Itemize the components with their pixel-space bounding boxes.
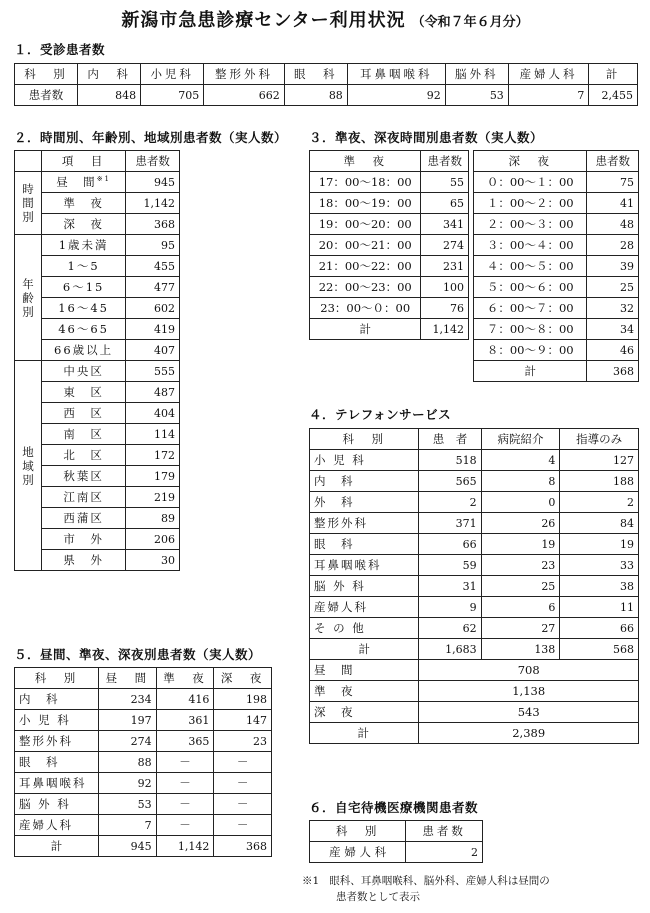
column-header: 患者数 xyxy=(406,821,483,842)
row-label: 小 児 科 xyxy=(15,710,99,731)
table-row xyxy=(15,731,272,752)
row-label: 19：00～20：00 xyxy=(310,214,421,235)
table-cell: 27 xyxy=(481,618,560,639)
row-label-text: 中央区 xyxy=(63,364,104,378)
table-cell: 2,455 xyxy=(589,85,638,106)
row-label xyxy=(42,445,126,466)
table-cell: 477 xyxy=(126,277,180,298)
table-row xyxy=(474,256,639,277)
row-label: 整形外科 xyxy=(310,513,419,534)
telephone-service-table xyxy=(309,428,639,744)
row-label: 18：00～19：00 xyxy=(310,193,421,214)
table-cell: 26 xyxy=(481,513,560,534)
row-label: １：00～２：00 xyxy=(474,193,587,214)
row-label xyxy=(42,319,126,340)
table-cell: 0 xyxy=(481,492,560,513)
shinya-table xyxy=(473,150,639,382)
section3-heading: ３．準夜、深夜時間別患者数（実人数） xyxy=(309,130,544,145)
table-row xyxy=(310,639,639,660)
table-row xyxy=(310,723,639,744)
column-header: 患者数 xyxy=(126,151,180,172)
table-cell: 25 xyxy=(481,576,560,597)
row-label: 眼 科 xyxy=(310,534,419,555)
table-cell: 543 xyxy=(419,702,639,723)
row-label: 計 xyxy=(310,723,419,744)
total-label: 計 xyxy=(310,319,421,340)
column-header: 患 者 xyxy=(419,429,481,450)
table-cell: 62 xyxy=(419,618,481,639)
table-cell: － xyxy=(156,815,214,836)
table-cell: 9 xyxy=(419,597,481,618)
table-row xyxy=(310,277,469,298)
total-cell: 568 xyxy=(560,639,639,660)
table-row xyxy=(310,618,639,639)
footnote-mark: ※1 xyxy=(96,175,112,184)
table-row xyxy=(474,340,639,361)
column-header: 病院紹介 xyxy=(481,429,560,450)
row-label: 深 夜 xyxy=(310,702,419,723)
table-cell: 518 xyxy=(419,450,481,471)
table-cell: 8 xyxy=(481,471,560,492)
table-cell: 7 xyxy=(99,815,157,836)
table-cell: 53 xyxy=(99,794,157,815)
table-cell: 95 xyxy=(126,235,180,256)
table-cell: 1,142 xyxy=(126,193,180,214)
row-label xyxy=(42,550,126,571)
table-cell: 7 xyxy=(508,85,589,106)
row-label: 耳鼻咽喉科 xyxy=(310,555,419,576)
table-cell: 30 xyxy=(126,550,180,571)
row-label-text: 秋葉区 xyxy=(63,469,104,483)
table-cell: 274 xyxy=(99,731,157,752)
row-label xyxy=(42,193,126,214)
table-row xyxy=(15,773,272,794)
row-label-text: 西蒲区 xyxy=(63,511,104,525)
table-cell: 197 xyxy=(99,710,157,731)
table-cell: 46 xyxy=(587,340,639,361)
table-cell: 231 xyxy=(421,256,469,277)
column-header: 深 夜 xyxy=(474,151,587,172)
table-row xyxy=(310,172,469,193)
row-label: ３：00～４：00 xyxy=(474,235,587,256)
table-cell: 407 xyxy=(126,340,180,361)
row-label: 内 科 xyxy=(15,689,99,710)
section5-heading: ５．昼間、準夜、深夜別患者数（実人数） xyxy=(14,647,262,662)
row-label: 眼 科 xyxy=(15,752,99,773)
table-cell: 4 xyxy=(481,450,560,471)
table-row xyxy=(15,172,180,193)
table-row xyxy=(474,235,639,256)
table-row xyxy=(310,821,483,842)
row-label: 整形外科 xyxy=(15,731,99,752)
table-cell: 219 xyxy=(126,487,180,508)
footnote-mark: ※1 xyxy=(302,875,320,887)
row-label xyxy=(42,466,126,487)
table-cell: 2 xyxy=(560,492,639,513)
table-cell: 341 xyxy=(421,214,469,235)
row-label xyxy=(42,529,126,550)
table-row xyxy=(310,319,469,340)
column-header: 準 夜 xyxy=(156,668,214,689)
column-header: 項 目 xyxy=(42,151,126,172)
total-cell: 945 xyxy=(99,836,157,857)
row-label-text: 南 区 xyxy=(63,427,104,441)
table-cell: 28 xyxy=(587,235,639,256)
row-label: 脳 外 科 xyxy=(15,794,99,815)
row-label-text: 1～5 xyxy=(67,259,100,273)
time-age-area-table xyxy=(14,150,180,571)
row-label-text: 西 区 xyxy=(63,406,104,420)
total-cell: 138 xyxy=(481,639,560,660)
column-header: 患者数 xyxy=(421,151,469,172)
total-cell: 368 xyxy=(214,836,272,857)
table-row xyxy=(474,193,639,214)
table-row xyxy=(310,256,469,277)
total-label: 計 xyxy=(15,836,99,857)
column-header: 科 別 xyxy=(310,429,419,450)
row-label-text: 市 外 xyxy=(63,532,104,546)
row-label-text: 北 区 xyxy=(63,448,104,462)
column-header: 整形外科 xyxy=(204,64,285,85)
row-label: ７：00～８：00 xyxy=(474,319,587,340)
row-label: ８：00～９：00 xyxy=(474,340,587,361)
table-row xyxy=(15,836,272,857)
group-label: 時 間 別 xyxy=(15,172,42,235)
row-label: 内 科 xyxy=(310,471,419,492)
column-header: 患者数 xyxy=(587,151,639,172)
row-label-text: 昼 間 xyxy=(56,175,97,189)
table-row xyxy=(474,298,639,319)
table-row xyxy=(15,710,272,731)
table-cell: 55 xyxy=(421,172,469,193)
table-cell: 234 xyxy=(99,689,157,710)
table-cell: 1,138 xyxy=(419,681,639,702)
table-row xyxy=(310,471,639,492)
table-cell: 76 xyxy=(421,298,469,319)
row-label: 脳 外 科 xyxy=(310,576,419,597)
row-label-text: 江南区 xyxy=(63,490,104,504)
table-cell: 274 xyxy=(421,235,469,256)
row-label: ４：00～５：00 xyxy=(474,256,587,277)
table-cell: 66 xyxy=(560,618,639,639)
table-cell: 361 xyxy=(156,710,214,731)
row-label: 23：00～０：00 xyxy=(310,298,421,319)
table-cell: 39 xyxy=(587,256,639,277)
table-row xyxy=(310,576,639,597)
row-label-text: 準 夜 xyxy=(63,196,104,210)
table-cell: 32 xyxy=(587,298,639,319)
footnote-line2: 患者数として表示 xyxy=(336,891,420,903)
row-label-text: 66歳以上 xyxy=(54,343,114,357)
row-label: 産婦人科 xyxy=(15,815,99,836)
table-cell: 34 xyxy=(587,319,639,340)
table-cell: 11 xyxy=(560,597,639,618)
column-header: 指導のみ xyxy=(560,429,639,450)
table-row xyxy=(310,214,469,235)
section4-heading: ４．テレフォンサービス xyxy=(309,407,452,422)
row-label-text: 46～65 xyxy=(58,322,109,336)
table-row xyxy=(15,689,272,710)
table-cell: 92 xyxy=(347,85,445,106)
table-cell: 419 xyxy=(126,319,180,340)
table-cell: 198 xyxy=(214,689,272,710)
outpatient-count-table xyxy=(14,63,638,106)
junya-table xyxy=(309,150,469,340)
section1-heading: １．受診患者数 xyxy=(14,42,106,57)
total-cell: 368 xyxy=(587,361,639,382)
section2-heading: ２．時間別、年齢別、地域別患者数（実人数） xyxy=(14,130,288,145)
table-cell: 114 xyxy=(126,424,180,445)
table-row xyxy=(15,794,272,815)
row-label: 21：00～22：00 xyxy=(310,256,421,277)
table-cell: 172 xyxy=(126,445,180,466)
table-cell: 89 xyxy=(126,508,180,529)
total-label: 計 xyxy=(310,639,419,660)
table-cell: 59 xyxy=(419,555,481,576)
table-cell: 147 xyxy=(214,710,272,731)
total-label: 計 xyxy=(474,361,587,382)
table-row xyxy=(310,235,469,256)
table-row xyxy=(15,815,272,836)
table-cell: 602 xyxy=(126,298,180,319)
row-label-text: 16～45 xyxy=(58,301,109,315)
row-label: 20：00～21：00 xyxy=(310,235,421,256)
table-row xyxy=(310,702,639,723)
row-label: 昼 間 xyxy=(310,660,419,681)
table-row xyxy=(310,660,639,681)
total-cell: 1,142 xyxy=(421,319,469,340)
row-label: 患者数 xyxy=(15,85,78,106)
table-cell: 2 xyxy=(419,492,481,513)
column-header: 産婦人科 xyxy=(508,64,589,85)
page-title: 新潟市急患診療センター利用状況 （令和７年６月分） xyxy=(121,10,529,31)
table-cell: 179 xyxy=(126,466,180,487)
group-label: 地 域 別 xyxy=(15,361,42,571)
row-label xyxy=(42,403,126,424)
row-label xyxy=(42,256,126,277)
table-cell: 416 xyxy=(156,689,214,710)
row-label: ０：00～１：00 xyxy=(474,172,587,193)
home-standby-table xyxy=(309,820,483,863)
table-cell: 2,389 xyxy=(419,723,639,744)
row-label: ２：00～３：00 xyxy=(474,214,587,235)
row-label-text: 深 夜 xyxy=(63,217,104,231)
table-cell: 19 xyxy=(560,534,639,555)
row-label: 耳鼻咽喉科 xyxy=(15,773,99,794)
table-row xyxy=(310,492,639,513)
table-row xyxy=(474,277,639,298)
table-row xyxy=(310,193,469,214)
row-label: 外 科 xyxy=(310,492,419,513)
row-label xyxy=(42,214,126,235)
table-cell: 88 xyxy=(99,752,157,773)
table-cell: 38 xyxy=(560,576,639,597)
table-cell: 371 xyxy=(419,513,481,534)
section6-heading: ６．自宅待機医療機関患者数 xyxy=(309,800,479,815)
table-row xyxy=(474,151,639,172)
table-row xyxy=(15,361,180,382)
row-label: 準 夜 xyxy=(310,681,419,702)
table-cell: 945 xyxy=(126,172,180,193)
column-header: 耳鼻咽喉科 xyxy=(347,64,445,85)
table-cell: 75 xyxy=(587,172,639,193)
page-subtitle: （令和７年６月分） xyxy=(411,15,529,30)
column-header: 昼 間 xyxy=(99,668,157,689)
table-cell: － xyxy=(156,773,214,794)
table-cell: 487 xyxy=(126,382,180,403)
row-label: 17：00～18：00 xyxy=(310,172,421,193)
footnote-line1: 眼科、耳鼻咽喉科、脳外科、産婦人科は昼間の xyxy=(329,875,550,887)
row-label xyxy=(42,424,126,445)
table-cell: 848 xyxy=(78,85,141,106)
column-header: 深 夜 xyxy=(214,668,272,689)
column-header: 計 xyxy=(589,64,638,85)
table-cell: 31 xyxy=(419,576,481,597)
table-cell: 404 xyxy=(126,403,180,424)
row-label: 22：00～23：00 xyxy=(310,277,421,298)
table-cell: 41 xyxy=(587,193,639,214)
table-row xyxy=(310,513,639,534)
table-row xyxy=(474,214,639,235)
row-label-text: 東 区 xyxy=(63,385,104,399)
column-header: 内 科 xyxy=(78,64,141,85)
table-cell: 455 xyxy=(126,256,180,277)
table-row xyxy=(310,298,469,319)
table-cell: 53 xyxy=(445,85,508,106)
table-cell: 6 xyxy=(481,597,560,618)
table-cell: 2 xyxy=(406,842,483,863)
row-label: 小 児 科 xyxy=(310,450,419,471)
row-label: 産婦人科 xyxy=(310,597,419,618)
table-cell: 65 xyxy=(421,193,469,214)
row-label xyxy=(42,235,126,256)
table-row xyxy=(474,361,639,382)
table-cell: 92 xyxy=(99,773,157,794)
table-cell: 555 xyxy=(126,361,180,382)
table-row xyxy=(310,555,639,576)
table-cell: 206 xyxy=(126,529,180,550)
table-cell: － xyxy=(156,794,214,815)
table-cell: 565 xyxy=(419,471,481,492)
table-cell: 23 xyxy=(214,731,272,752)
table-cell: 368 xyxy=(126,214,180,235)
table-cell: 19 xyxy=(481,534,560,555)
table-row xyxy=(15,668,272,689)
table-cell: 66 xyxy=(419,534,481,555)
row-label xyxy=(42,382,126,403)
table-row xyxy=(310,681,639,702)
table-row xyxy=(474,172,639,193)
group-label: 年 齢 別 xyxy=(15,235,42,361)
column-header: 小児科 xyxy=(141,64,204,85)
table-row xyxy=(15,752,272,773)
row-label-text: 6～15 xyxy=(62,280,105,294)
table-row xyxy=(310,597,639,618)
row-label: 産 婦 人 科 xyxy=(310,842,406,863)
table-row xyxy=(310,151,469,172)
table-cell: 662 xyxy=(204,85,285,106)
footnote xyxy=(302,873,550,905)
day-night-table xyxy=(14,667,272,857)
row-label: そ の 他 xyxy=(310,618,419,639)
table-cell: 708 xyxy=(419,660,639,681)
row-label xyxy=(42,508,126,529)
table-row xyxy=(15,235,180,256)
table-cell: － xyxy=(214,752,272,773)
total-cell: 1,142 xyxy=(156,836,214,857)
column-header: 科 別 xyxy=(15,668,99,689)
table-cell: 88 xyxy=(284,85,347,106)
table-cell: 188 xyxy=(560,471,639,492)
table-cell: 25 xyxy=(587,277,639,298)
row-label-text: 県 外 xyxy=(63,553,104,567)
table-cell: － xyxy=(214,815,272,836)
row-label xyxy=(42,361,126,382)
table-cell: 365 xyxy=(156,731,214,752)
table-cell: 23 xyxy=(481,555,560,576)
table-cell: 48 xyxy=(587,214,639,235)
table-row xyxy=(310,450,639,471)
row-label xyxy=(42,340,126,361)
table-cell: － xyxy=(214,773,272,794)
row-label xyxy=(42,172,126,193)
table-row xyxy=(474,319,639,340)
total-cell: 1,683 xyxy=(419,639,481,660)
row-label: ６：00～７：00 xyxy=(474,298,587,319)
table-row xyxy=(15,151,180,172)
column-header: 脳外科 xyxy=(445,64,508,85)
corner-cell xyxy=(15,151,42,172)
row-label-text: 1歳未満 xyxy=(58,238,109,252)
column-header: 科 別 xyxy=(310,821,406,842)
table-cell: 100 xyxy=(421,277,469,298)
column-header: 眼 科 xyxy=(284,64,347,85)
row-label xyxy=(42,487,126,508)
table-row xyxy=(310,429,639,450)
row-label xyxy=(42,298,126,319)
table-cell: 127 xyxy=(560,450,639,471)
column-header: 準 夜 xyxy=(310,151,421,172)
table-row xyxy=(310,534,639,555)
table-cell: 84 xyxy=(560,513,639,534)
table-cell: 33 xyxy=(560,555,639,576)
table-cell: － xyxy=(156,752,214,773)
table-cell: － xyxy=(214,794,272,815)
column-header: 科 別 xyxy=(15,64,78,85)
row-label: ５：00～６：00 xyxy=(474,277,587,298)
table-cell: 705 xyxy=(141,85,204,106)
table-row xyxy=(310,842,483,863)
row-label xyxy=(42,277,126,298)
